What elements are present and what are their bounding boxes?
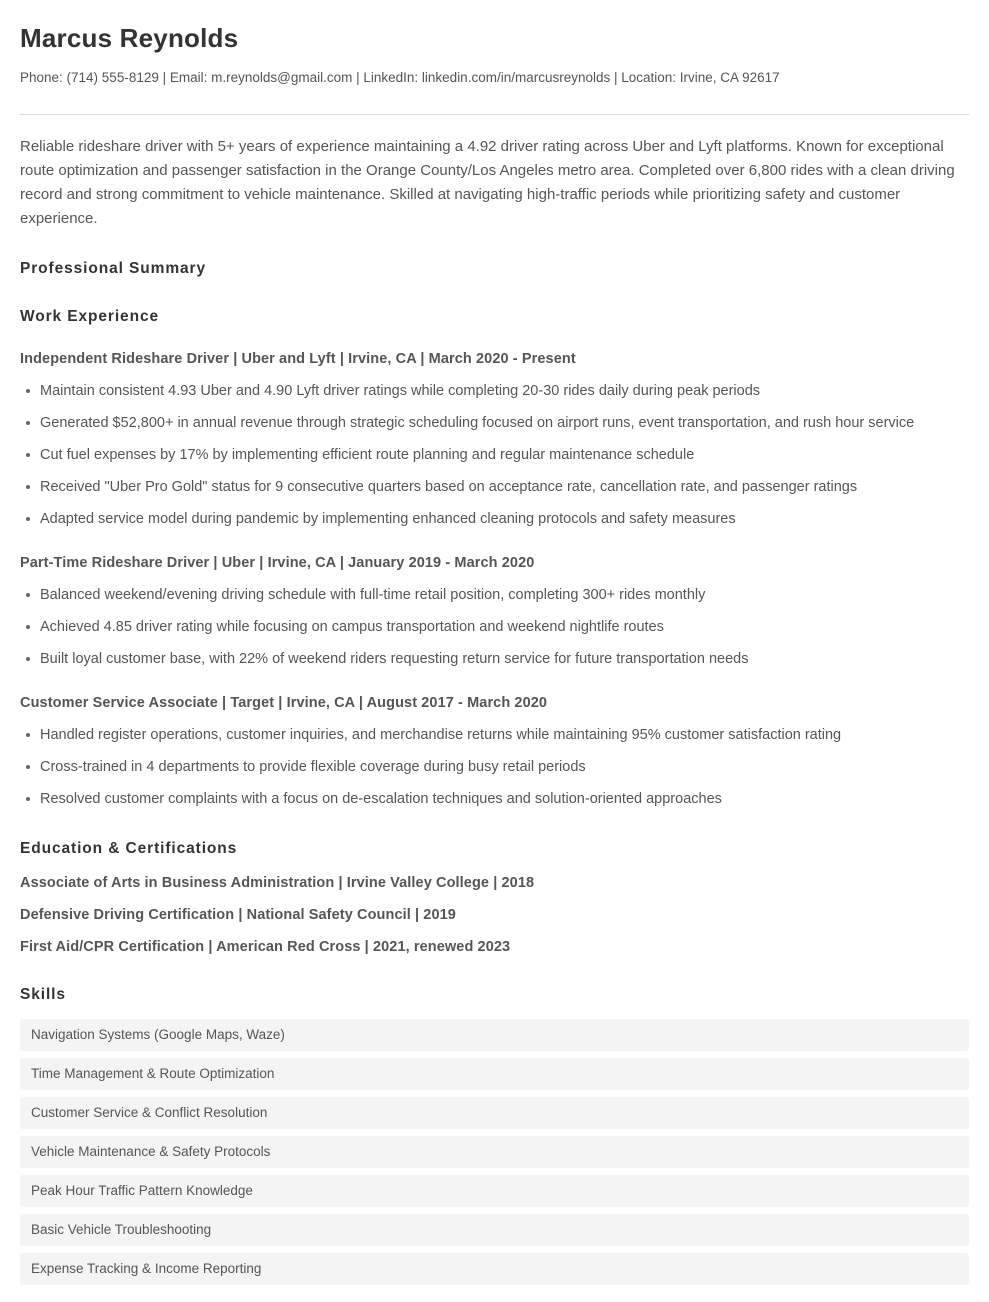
list-item: Built loyal customer base, with 22% of weekend riders requesting return service for future transportation needs xyxy=(20,647,969,671)
list-item: Handled register operations, customer inquiries, and merchandise returns while maintaining 95% customer satisfaction rating xyxy=(20,723,969,747)
skill-chip: Time Management & Route Optimization xyxy=(20,1058,969,1090)
list-item: First Aid/CPR Certification | American Red Cross | 2021, renewed 2023 xyxy=(20,939,511,955)
list-item: Resolved customer complaints with a focus on de-escalation techniques and solution-oriented approaches xyxy=(20,787,969,811)
job-title: Part-Time Rideshare Driver | Uber | Irvine, CA | January 2019 - March 2020 xyxy=(20,555,535,571)
section-heading-work-experience: Work Experience xyxy=(20,308,159,325)
job-title: Independent Rideshare Driver | Uber and Lyft | Irvine, CA | March 2020 - Present xyxy=(20,351,576,367)
job-bullets xyxy=(20,573,969,671)
skill-chip: Expense Tracking & Income Reporting xyxy=(20,1253,969,1285)
list-item: Achieved 4.85 driver rating while focusing on campus transportation and weekend nightlife routes xyxy=(20,615,969,639)
list-item: Balanced weekend/evening driving schedule with full-time retail position, completing 300+ rides monthly xyxy=(20,583,969,607)
page-title: Marcus Reynolds xyxy=(20,23,239,53)
skill-chip: Vehicle Maintenance & Safety Protocols xyxy=(20,1136,969,1168)
list-item: Adapted service model during pandemic by implementing enhanced cleaning protocols and safety measures xyxy=(20,507,969,531)
list-item: Maintain consistent 4.93 Uber and 4.90 Lyft driver ratings while completing 20-30 rides daily during peak periods xyxy=(20,379,969,403)
job-title: Customer Service Associate | Target | Irvine, CA | August 2017 - March 2020 xyxy=(20,695,548,711)
skill-chip: Customer Service & Conflict Resolution xyxy=(20,1097,969,1129)
summary-paragraph: Reliable rideshare driver with 5+ years of experience maintaining a 4.92 driver rating across Uber and Lyft platforms. Known for exceptional route optimization and passenger satisfaction in the Orange County/Los Angeles metro area. Completed over 6,800 rides with a clean driving record and strong commitment to vehicle maintenance. Skilled at navigating high-traffic periods while prioritizing safety and customer experience. xyxy=(20,138,955,227)
section-heading-skills: Skills xyxy=(20,986,66,1003)
skills-list xyxy=(20,1005,969,1302)
list-item: Defensive Driving Certification | National Safety Council | 2019 xyxy=(20,907,456,923)
contact-line: Phone: (714) 555-8129 | Email: m.reynolds@gmail.com | LinkedIn: linkedin.com/in/marcusreynolds | Location: Irvine, CA 92617 xyxy=(20,70,780,85)
education-list xyxy=(20,859,969,957)
job-bullets xyxy=(20,369,969,531)
job-bullets xyxy=(20,713,969,811)
skill-chip: Basic Vehicle Troubleshooting xyxy=(20,1214,969,1246)
skill-chip: Navigation Systems (Google Maps, Waze) xyxy=(20,1019,969,1051)
section-heading-education: Education & Certifications xyxy=(20,840,238,857)
section-heading-professional-summary: Professional Summary xyxy=(20,260,206,277)
list-item: Generated $52,800+ in annual revenue through strategic scheduling focused on airport runs, event transportation, and rush hour service xyxy=(20,411,969,435)
list-item: Cross-trained in 4 departments to provide flexible coverage during busy retail periods xyxy=(20,755,969,779)
list-item: Received "Uber Pro Gold" status for 9 consecutive quarters based on acceptance rate, cancellation rate, and passenger ratings xyxy=(20,475,969,499)
skill-chip: Peak Hour Traffic Pattern Knowledge xyxy=(20,1175,969,1207)
list-item: Cut fuel expenses by 17% by implementing efficient route planning and regular maintenance schedule xyxy=(20,443,969,467)
list-item: Associate of Arts in Business Administration | Irvine Valley College | 2018 xyxy=(20,875,535,891)
